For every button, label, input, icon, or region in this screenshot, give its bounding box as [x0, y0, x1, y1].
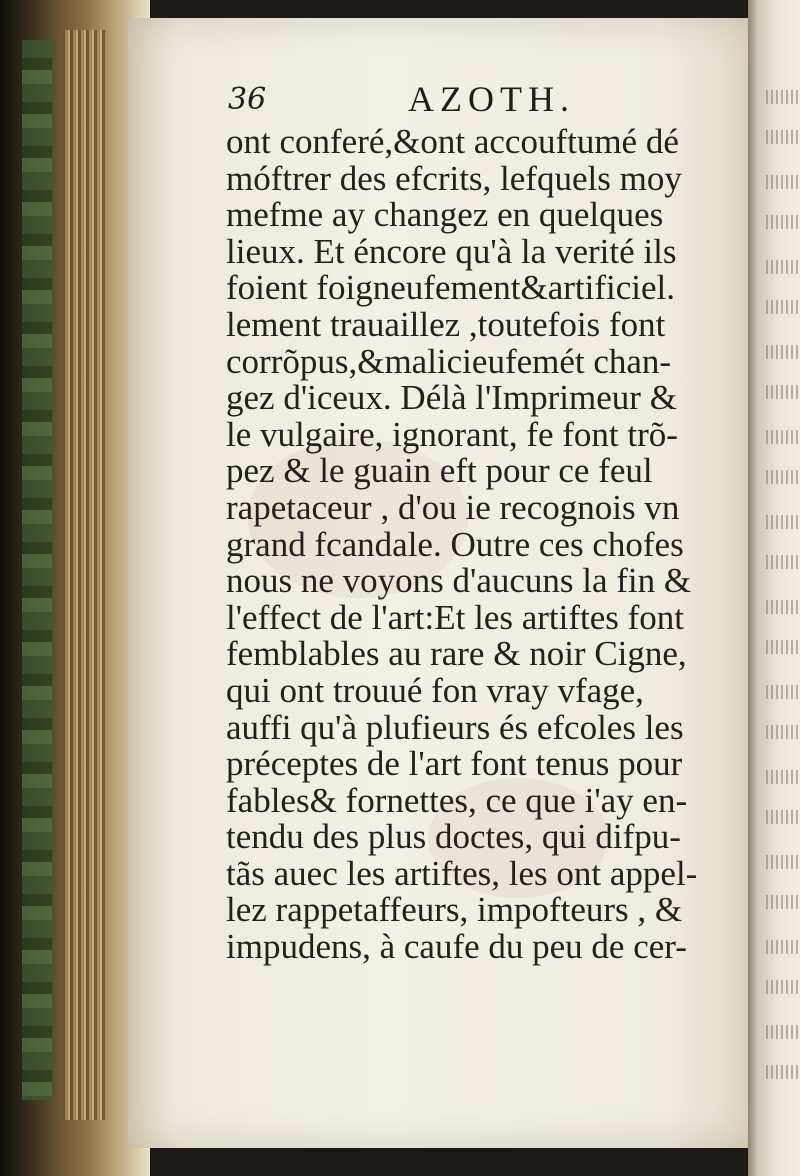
text-line: tãs auec les artiftes, les ont appel- — [226, 853, 698, 893]
text-line: qui ont trouué fon vray vfage, — [226, 670, 644, 710]
text-line: gez d'iceux. Délà l'Imprimeur & — [226, 378, 677, 418]
page-number: 36 — [228, 82, 267, 117]
text-line: móftrer des efcrits, lefquels moy — [226, 158, 682, 198]
text-line: préceptes de l'art font tenus pour — [226, 744, 683, 784]
text-line: pez & le guain eft pour ce feul — [226, 451, 653, 491]
text-line: lez rappetaffeurs, impofteurs , & — [226, 890, 683, 930]
text-line: nous ne voyons d'aucuns la fin & — [226, 561, 692, 601]
page-edges — [62, 30, 106, 1120]
text-line: rapetaceur , d'ou ie recognois vn — [226, 487, 680, 527]
text-line: auffi qu'à plufieurs és efcoles les — [226, 707, 684, 747]
running-title: AZOTH. — [408, 79, 575, 119]
facing-page-bleed-text — [762, 0, 800, 1176]
text-line: foient foigneufement&artificiel. — [226, 268, 675, 308]
text-line: ont conferé,&ont accouftumé dé — [226, 122, 679, 161]
text-line: fables& fornettes, ce que i'ay en- — [226, 780, 688, 820]
text-line: lement trauaillez ,toutefois font — [226, 304, 666, 344]
text-line: l'effect de l'art:Et les artiftes font — [226, 597, 685, 637]
text-line: tendu des plus doctes, qui difpu- — [226, 817, 681, 857]
text-line: mefme ay changez en quelques — [226, 195, 664, 235]
binding-cloth — [22, 40, 52, 1100]
text-line: le vulgaire, ignorant, fe font trõ- — [226, 414, 678, 454]
running-head — [228, 78, 728, 122]
text-line: lieux. Et éncore qu'à la verité ils — [226, 231, 677, 271]
text-line: impudens, à caufe du peu de cer- — [226, 927, 687, 967]
facing-page-edge — [748, 0, 800, 1176]
text-line: femblables au rare & noir Cigne, — [226, 634, 687, 674]
text-block — [226, 124, 736, 966]
text-line: grand fcandale. Outre ces chofes — [226, 524, 684, 564]
text-line: corrõpus,&malicieufemét chan- — [226, 341, 672, 381]
